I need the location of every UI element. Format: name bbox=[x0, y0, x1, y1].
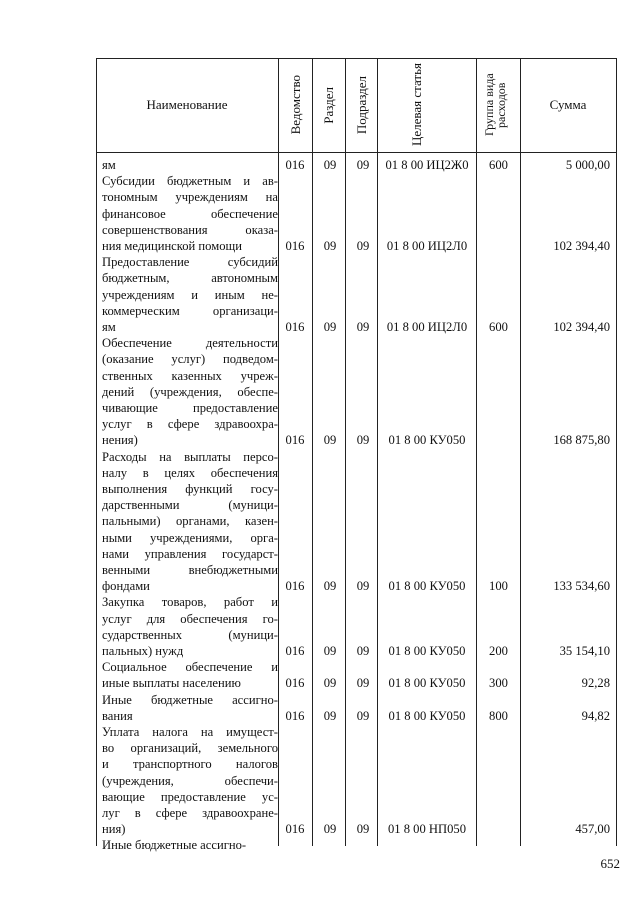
row-name-line: нами управления государст- bbox=[102, 546, 278, 561]
row-name-line: совершенствования оказа- bbox=[102, 222, 278, 237]
row-name-line: дений (учреждения, обеспе- bbox=[102, 384, 278, 399]
row-podrazdel-cell: 09 bbox=[356, 320, 370, 334]
row-name-line: услуг в сфере здравоохра- bbox=[102, 417, 278, 432]
row-name-line: нения) bbox=[102, 433, 138, 448]
row-podrazdel-cell: 09 bbox=[356, 708, 370, 723]
row-razdel-cell: 09 bbox=[323, 320, 337, 334]
row-ved-cell: 016 bbox=[285, 579, 305, 594]
row-podrazdel-cell: 09 bbox=[356, 158, 370, 172]
row-name-line: ям bbox=[102, 158, 116, 172]
row-ved-cell: 016 bbox=[285, 708, 305, 723]
row-name-line: Иные бюджетные ассигно- bbox=[102, 838, 247, 853]
row-summa-cell: 457,00 bbox=[575, 822, 610, 837]
row-name-line: фондами bbox=[102, 579, 150, 594]
page-number: 652 bbox=[600, 856, 620, 871]
row-celevaya-cell: 01 8 00 КУ050 bbox=[388, 579, 466, 594]
row-celevaya-cell: 01 8 00 КУ050 bbox=[388, 676, 466, 691]
row-name-line: коммерческим организаци- bbox=[102, 303, 278, 318]
header-gruppa-text: Группа вида расходов bbox=[482, 73, 508, 137]
column-divider bbox=[278, 58, 279, 846]
row-name-line: сударственных (муници- bbox=[102, 627, 278, 642]
row-name-line: чивающие предоставление bbox=[102, 401, 278, 415]
row-ved-cell: 016 bbox=[285, 433, 305, 448]
header-razdel-text: Раздел bbox=[321, 86, 336, 124]
row-name-line: ными учреждениями, орга- bbox=[102, 530, 278, 545]
header-razdel bbox=[312, 58, 345, 152]
header-podrazdel bbox=[345, 58, 377, 152]
row-name-line: Уплата налога на имущест- bbox=[102, 725, 278, 739]
column-divider bbox=[520, 58, 521, 846]
row-name-line: венными внебюджетными bbox=[102, 563, 278, 577]
row-gruppa-cell: 800 bbox=[489, 708, 508, 723]
column-divider bbox=[377, 58, 378, 846]
row-summa-cell: 133 534,60 bbox=[553, 579, 610, 594]
row-gruppa-cell: 200 bbox=[489, 644, 508, 658]
row-razdel-cell: 09 bbox=[323, 676, 337, 691]
row-name-line: дарственными (муници- bbox=[102, 498, 278, 513]
row-razdel-cell: 09 bbox=[323, 644, 337, 658]
row-name-line: ям bbox=[102, 320, 116, 334]
row-summa-cell: 92,28 bbox=[581, 676, 610, 691]
row-ved-cell: 016 bbox=[285, 158, 305, 172]
row-ved-cell: 016 bbox=[285, 320, 305, 334]
row-razdel-cell: 09 bbox=[323, 708, 337, 723]
row-gruppa-cell: 100 bbox=[489, 579, 508, 594]
row-razdel-cell: 09 bbox=[323, 239, 337, 253]
row-celevaya-cell: 01 8 00 НП050 bbox=[387, 822, 466, 837]
row-name-line: вающие предоставление ус- bbox=[102, 789, 278, 804]
row-name-line: иные выплаты населению bbox=[102, 676, 241, 691]
row-name-line: (оказание услуг) подведом- bbox=[102, 352, 278, 367]
header-ved bbox=[278, 58, 312, 152]
row-ved-cell: 016 bbox=[285, 822, 305, 837]
row-name-line: налу в целях обеспечения bbox=[102, 465, 278, 480]
row-name-line: луг в сфере здравоохране- bbox=[102, 806, 278, 820]
row-summa-cell: 102 394,40 bbox=[553, 320, 610, 334]
row-gruppa-cell: 600 bbox=[489, 158, 508, 172]
row-ved-cell: 016 bbox=[285, 644, 305, 658]
row-summa-cell: 102 394,40 bbox=[553, 239, 610, 253]
row-celevaya-cell: 01 8 00 ИЦ2Л0 bbox=[386, 239, 468, 253]
row-podrazdel-cell: 09 bbox=[356, 822, 370, 837]
row-summa-cell: 5 000,00 bbox=[565, 158, 610, 172]
row-summa-cell: 94,82 bbox=[581, 708, 610, 723]
row-celevaya-cell: 01 8 00 КУ050 bbox=[388, 644, 466, 658]
row-podrazdel-cell: 09 bbox=[356, 239, 370, 253]
header-summa-text: Сумма bbox=[549, 97, 587, 112]
row-gruppa-cell: 600 bbox=[489, 320, 508, 334]
row-name-line: вания bbox=[102, 708, 133, 723]
row-name-line: Социальное обеспечение и bbox=[102, 660, 278, 675]
row-name-line: ственных казенных учреж- bbox=[102, 368, 278, 383]
row-name-line: выполнения функций госу- bbox=[102, 482, 278, 496]
row-podrazdel-cell: 09 bbox=[356, 579, 370, 594]
row-name-line: Иные бюджетные ассигно- bbox=[102, 692, 278, 707]
row-name-line: финансовое обеспечение bbox=[102, 206, 278, 221]
row-celevaya-cell: 01 8 00 ИЦ2Ж0 bbox=[385, 158, 469, 172]
row-podrazdel-cell: 09 bbox=[356, 433, 370, 448]
header-summa bbox=[520, 58, 616, 152]
header-divider bbox=[96, 152, 617, 153]
column-divider bbox=[345, 58, 346, 846]
row-name-line: учреждениям и иным не- bbox=[102, 287, 278, 302]
row-razdel-cell: 09 bbox=[323, 433, 337, 448]
row-razdel-cell: 09 bbox=[323, 822, 337, 837]
row-name-line: во организаций, земельного bbox=[102, 741, 278, 756]
header-name-text: Наименование bbox=[146, 97, 228, 112]
row-name-line: услуг для обеспечения го- bbox=[102, 611, 278, 626]
row-ved-cell: 016 bbox=[285, 239, 305, 253]
header-ved-text: Ведомство bbox=[287, 75, 303, 135]
row-name-line: пальных) нужд bbox=[102, 644, 184, 658]
row-podrazdel-cell: 09 bbox=[356, 676, 370, 691]
row-celevaya-cell: 01 8 00 ИЦ2Л0 bbox=[386, 320, 468, 334]
header-name bbox=[96, 58, 278, 152]
header-celevaya bbox=[377, 58, 476, 152]
column-divider bbox=[476, 58, 477, 846]
row-celevaya-cell: 01 8 00 КУ050 bbox=[388, 708, 466, 723]
table-border-left bbox=[96, 58, 97, 846]
row-summa-cell: 168 875,80 bbox=[553, 433, 610, 448]
budget-table bbox=[96, 58, 617, 853]
row-summa-cell: 35 154,10 bbox=[559, 644, 610, 658]
row-razdel-cell: 09 bbox=[323, 158, 337, 172]
row-name-line: бюджетным, автономным bbox=[102, 271, 278, 286]
row-name-line: Расходы на выплаты персо- bbox=[102, 449, 278, 464]
row-podrazdel-cell: 09 bbox=[356, 644, 370, 658]
header-celevaya-text: Целевая статья bbox=[408, 63, 424, 147]
row-name-line: Предоставление субсидий bbox=[102, 255, 278, 270]
row-name-line: ния) bbox=[102, 822, 126, 837]
row-name-line: Субсидии бюджетным и ав- bbox=[102, 174, 278, 189]
row-gruppa-cell: 300 bbox=[489, 676, 508, 691]
row-name-line: ния медицинской помощи bbox=[102, 239, 242, 253]
header-podrazdel-text: Подраздел bbox=[353, 75, 369, 135]
row-name-line: Обеспечение деятельности bbox=[102, 336, 278, 351]
header-gruppa bbox=[476, 58, 520, 152]
row-ved-cell: 016 bbox=[285, 676, 305, 691]
row-celevaya-cell: 01 8 00 КУ050 bbox=[388, 433, 466, 448]
row-name-line: и транспортного налогов bbox=[102, 757, 278, 772]
row-razdel-cell: 09 bbox=[323, 579, 337, 594]
row-name-line: Закупка товаров, работ и bbox=[102, 595, 278, 610]
row-name-line: тономным учреждениям на bbox=[102, 190, 278, 205]
column-divider bbox=[312, 58, 313, 846]
table-border-right bbox=[616, 58, 617, 846]
row-name-line: (учреждения, обеспечи- bbox=[102, 773, 278, 788]
row-name-line: пальными) органами, казен- bbox=[102, 514, 278, 529]
